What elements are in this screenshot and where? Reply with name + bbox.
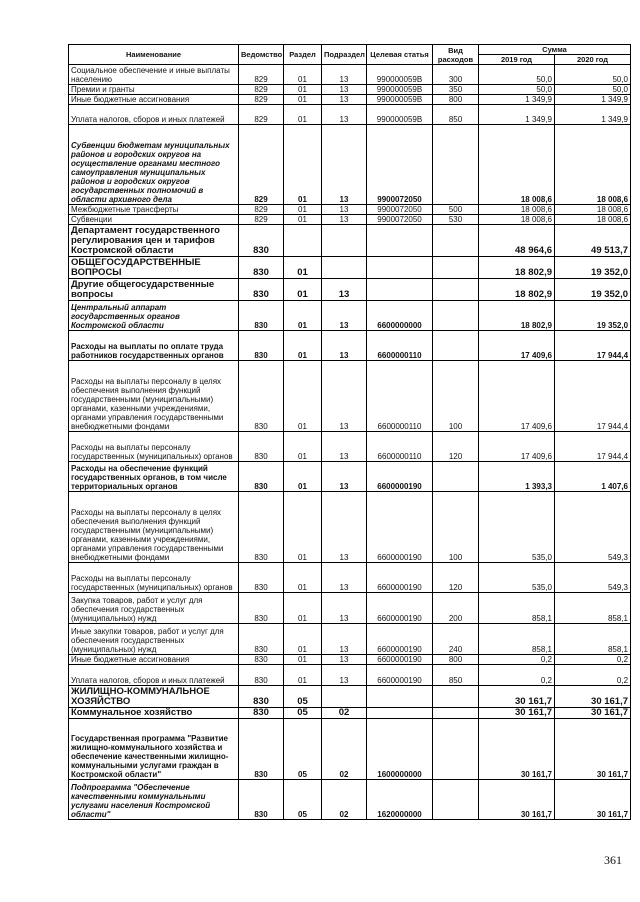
cell-section: 05 xyxy=(284,708,322,719)
cell-name: Департамент государственного регулирования цен и тарифов Костромской области xyxy=(69,225,239,257)
table-row xyxy=(69,492,631,563)
cell-sum-2020: 30 161,7 xyxy=(555,708,631,719)
cell-section: 01 xyxy=(284,279,322,301)
cell-exp-type: 850 xyxy=(433,105,479,125)
cell-exp-type xyxy=(433,225,479,257)
cell-subsection xyxy=(322,225,367,257)
cell-name: Закупка товаров, работ и услуг для обеспечения государственных (муниципальных) нужд xyxy=(69,593,239,624)
table-row xyxy=(69,780,631,820)
cell-subsection: 02 xyxy=(322,708,367,719)
cell-section xyxy=(284,225,322,257)
cell-exp-type: 500 xyxy=(433,205,479,215)
table-row xyxy=(69,85,631,95)
cell-sum-2020: 858,1 xyxy=(555,624,631,655)
cell-sum-2019: 17 409,6 xyxy=(479,361,555,432)
cell-dept: 830 xyxy=(239,780,284,820)
col-header-section: Раздел xyxy=(284,45,322,65)
cell-sum-2020: 19 352,0 xyxy=(555,279,631,301)
col-header-dept: Ведомство xyxy=(239,45,284,65)
cell-exp-type: 850 xyxy=(433,665,479,686)
cell-sum-2019: 18 008,6 xyxy=(479,125,555,205)
cell-exp-type: 100 xyxy=(433,492,479,563)
cell-section: 01 xyxy=(284,65,322,85)
cell-sum-2019: 0,2 xyxy=(479,655,555,665)
cell-exp-type xyxy=(433,279,479,301)
cell-target: 6600000190 xyxy=(367,655,433,665)
cell-name: ОБЩЕГОСУДАРСТВЕННЫЕ ВОПРОСЫ xyxy=(69,257,239,279)
cell-sum-2019: 1 393,3 xyxy=(479,462,555,492)
cell-exp-type xyxy=(433,331,479,361)
cell-target: 9900072050 xyxy=(367,215,433,225)
cell-target: 1600000000 xyxy=(367,719,433,780)
cell-section: 01 xyxy=(284,432,322,462)
cell-sum-2020: 1 407,6 xyxy=(555,462,631,492)
cell-dept: 830 xyxy=(239,279,284,301)
cell-exp-type: 100 xyxy=(433,361,479,432)
table-row xyxy=(69,65,631,85)
table-row xyxy=(69,686,631,708)
cell-section: 01 xyxy=(284,105,322,125)
cell-name: ЖИЛИЩНО-КОММУНАЛЬНОЕ ХОЗЯЙСТВО xyxy=(69,686,239,708)
cell-target xyxy=(367,708,433,719)
cell-target: 6600000110 xyxy=(367,331,433,361)
table-row xyxy=(69,331,631,361)
cell-sum-2020: 49 513,7 xyxy=(555,225,631,257)
table-row xyxy=(69,593,631,624)
cell-sum-2020: 17 944,4 xyxy=(555,361,631,432)
cell-subsection: 13 xyxy=(322,125,367,205)
table-row xyxy=(69,279,631,301)
cell-subsection: 13 xyxy=(322,462,367,492)
cell-sum-2019: 18 008,6 xyxy=(479,205,555,215)
cell-section: 01 xyxy=(284,301,322,331)
table-row xyxy=(69,462,631,492)
cell-target: 9900072050 xyxy=(367,205,433,215)
cell-dept: 830 xyxy=(239,655,284,665)
cell-sum-2020: 0,2 xyxy=(555,655,631,665)
cell-name: Расходы на выплаты персоналу государственных (муниципальных) органов xyxy=(69,563,239,593)
budget-table-sheet xyxy=(68,44,630,820)
cell-sum-2019: 17 409,6 xyxy=(479,331,555,361)
cell-subsection: 13 xyxy=(322,655,367,665)
cell-target: 6600000110 xyxy=(367,361,433,432)
cell-subsection: 02 xyxy=(322,780,367,820)
cell-sum-2020: 50,0 xyxy=(555,65,631,85)
cell-target xyxy=(367,686,433,708)
cell-sum-2019: 30 161,7 xyxy=(479,719,555,780)
cell-dept: 830 xyxy=(239,225,284,257)
cell-section: 01 xyxy=(284,331,322,361)
cell-subsection: 13 xyxy=(322,331,367,361)
cell-sum-2020: 50,0 xyxy=(555,85,631,95)
cell-name: Расходы на обеспечение функций государственных органов, в том числе территориальных органов xyxy=(69,462,239,492)
cell-exp-type: 530 xyxy=(433,215,479,225)
cell-subsection: 02 xyxy=(322,719,367,780)
cell-sum-2019: 50,0 xyxy=(479,65,555,85)
cell-dept: 830 xyxy=(239,492,284,563)
cell-dept: 829 xyxy=(239,95,284,105)
cell-target: 990000059В xyxy=(367,95,433,105)
cell-section: 01 xyxy=(284,492,322,563)
table-row xyxy=(69,125,631,205)
cell-sum-2020: 1 349,9 xyxy=(555,105,631,125)
cell-name: Уплата налогов, сборов и иных платежей xyxy=(69,665,239,686)
cell-dept: 830 xyxy=(239,624,284,655)
cell-name: Иные закупки товаров, работ и услуг для обеспечения государственных (муниципальных) нужд xyxy=(69,624,239,655)
cell-target: 9900072050 xyxy=(367,125,433,205)
cell-exp-type: 200 xyxy=(433,593,479,624)
cell-dept: 830 xyxy=(239,708,284,719)
cell-sum-2019: 50,0 xyxy=(479,85,555,95)
cell-exp-type: 240 xyxy=(433,624,479,655)
budget-table xyxy=(68,44,631,820)
cell-sum-2020: 17 944,4 xyxy=(555,331,631,361)
cell-name: Межбюджетные трансферты xyxy=(69,205,239,215)
cell-sum-2019: 30 161,7 xyxy=(479,708,555,719)
cell-section: 01 xyxy=(284,215,322,225)
cell-sum-2019: 18 008,6 xyxy=(479,215,555,225)
cell-exp-type xyxy=(433,686,479,708)
cell-target: 6600000190 xyxy=(367,462,433,492)
cell-sum-2020: 858,1 xyxy=(555,593,631,624)
cell-sum-2019: 1 349,9 xyxy=(479,95,555,105)
cell-name: Расходы на выплаты по оплате труда работников государственных органов xyxy=(69,331,239,361)
cell-subsection xyxy=(322,257,367,279)
cell-dept: 830 xyxy=(239,331,284,361)
cell-exp-type xyxy=(433,257,479,279)
cell-exp-type: 800 xyxy=(433,655,479,665)
cell-sum-2019: 18 802,9 xyxy=(479,301,555,331)
cell-sum-2019: 858,1 xyxy=(479,624,555,655)
cell-subsection: 13 xyxy=(322,563,367,593)
cell-sum-2020: 19 352,0 xyxy=(555,301,631,331)
cell-dept: 829 xyxy=(239,125,284,205)
cell-sum-2020: 549,3 xyxy=(555,563,631,593)
cell-name: Расходы на выплаты персоналу государственных (муниципальных) органов xyxy=(69,432,239,462)
cell-section: 01 xyxy=(284,655,322,665)
cell-subsection: 13 xyxy=(322,205,367,215)
cell-target: 990000059В xyxy=(367,105,433,125)
table-body xyxy=(69,65,631,820)
cell-subsection: 13 xyxy=(322,624,367,655)
cell-sum-2019: 18 802,9 xyxy=(479,279,555,301)
cell-section: 01 xyxy=(284,257,322,279)
cell-target: 990000059В xyxy=(367,65,433,85)
cell-name: Иные бюджетные ассигнования xyxy=(69,95,239,105)
cell-name: Субвенции xyxy=(69,215,239,225)
cell-dept: 829 xyxy=(239,215,284,225)
cell-target: 1620000000 xyxy=(367,780,433,820)
cell-section: 05 xyxy=(284,780,322,820)
cell-sum-2019: 1 349,9 xyxy=(479,105,555,125)
cell-subsection: 13 xyxy=(322,95,367,105)
cell-subsection: 13 xyxy=(322,279,367,301)
cell-section: 01 xyxy=(284,563,322,593)
cell-exp-type xyxy=(433,708,479,719)
cell-sum-2020: 1 349,9 xyxy=(555,95,631,105)
cell-sum-2020: 18 008,6 xyxy=(555,205,631,215)
cell-subsection: 13 xyxy=(322,105,367,125)
cell-section: 01 xyxy=(284,205,322,215)
cell-name: Иные бюджетные ассигнования xyxy=(69,655,239,665)
col-header-name: Наименование xyxy=(69,45,239,65)
table-row xyxy=(69,105,631,125)
cell-subsection: 13 xyxy=(322,215,367,225)
cell-sum-2019: 858,1 xyxy=(479,593,555,624)
cell-name: Социальное обеспечение и иные выплаты населению xyxy=(69,65,239,85)
cell-sum-2019: 18 802,9 xyxy=(479,257,555,279)
cell-dept: 830 xyxy=(239,686,284,708)
cell-exp-type: 120 xyxy=(433,563,479,593)
cell-subsection: 13 xyxy=(322,665,367,686)
cell-section: 01 xyxy=(284,125,322,205)
col-header-target: Целевая статья xyxy=(367,45,433,65)
cell-target: 6600000190 xyxy=(367,492,433,563)
cell-sum-2020: 17 944,4 xyxy=(555,432,631,462)
cell-sum-2020: 30 161,7 xyxy=(555,780,631,820)
col-header-subsection: Подраздел xyxy=(322,45,367,65)
cell-sum-2019: 17 409,6 xyxy=(479,432,555,462)
cell-sum-2019: 0,2 xyxy=(479,665,555,686)
cell-exp-type xyxy=(433,719,479,780)
table-row xyxy=(69,95,631,105)
cell-sum-2020: 30 161,7 xyxy=(555,686,631,708)
cell-target: 6600000000 xyxy=(367,301,433,331)
cell-name: Субвенции бюджетам муниципальных районов и городских округов на осуществление органами местного самоуправления муниципальных районов и городских округов государственных полномочий в области архивного дела xyxy=(69,125,239,205)
cell-dept: 829 xyxy=(239,105,284,125)
cell-target xyxy=(367,257,433,279)
cell-sum-2019: 48 964,6 xyxy=(479,225,555,257)
cell-target: 6600000110 xyxy=(367,432,433,462)
table-row xyxy=(69,708,631,719)
cell-section: 01 xyxy=(284,665,322,686)
cell-section: 05 xyxy=(284,686,322,708)
cell-sum-2019: 535,0 xyxy=(479,492,555,563)
cell-section: 01 xyxy=(284,462,322,492)
cell-subsection: 13 xyxy=(322,432,367,462)
cell-subsection: 13 xyxy=(322,65,367,85)
table-row xyxy=(69,361,631,432)
cell-name: Расходы на выплаты персоналу в целях обеспечения выполнения функций государственными (муниципальными) органами, казенными учреждениями, органами управления государственными внебюджетными фондами xyxy=(69,361,239,432)
cell-exp-type xyxy=(433,301,479,331)
cell-name: Подпрограмма "Обеспечение качественными коммунальными услугами населения Костромской области" xyxy=(69,780,239,820)
cell-exp-type xyxy=(433,125,479,205)
table-row xyxy=(69,301,631,331)
table-row xyxy=(69,432,631,462)
table-row xyxy=(69,655,631,665)
cell-sum-2019: 535,0 xyxy=(479,563,555,593)
table-row xyxy=(69,563,631,593)
cell-dept: 829 xyxy=(239,85,284,95)
cell-section: 01 xyxy=(284,361,322,432)
cell-exp-type: 120 xyxy=(433,432,479,462)
table-row xyxy=(69,665,631,686)
cell-name: Центральный аппарат государственных органов Костромской области xyxy=(69,301,239,331)
cell-name: Коммунальное хозяйство xyxy=(69,708,239,719)
cell-sum-2020: 549,3 xyxy=(555,492,631,563)
table-row xyxy=(69,215,631,225)
cell-dept: 830 xyxy=(239,257,284,279)
cell-section: 01 xyxy=(284,95,322,105)
cell-dept: 829 xyxy=(239,65,284,85)
cell-subsection: 13 xyxy=(322,85,367,95)
cell-subsection: 13 xyxy=(322,301,367,331)
cell-exp-type: 300 xyxy=(433,65,479,85)
cell-target: 6600000190 xyxy=(367,593,433,624)
cell-exp-type xyxy=(433,780,479,820)
cell-exp-type xyxy=(433,462,479,492)
col-header-exp-type: Вид расходов xyxy=(433,45,479,65)
cell-dept: 830 xyxy=(239,563,284,593)
cell-target xyxy=(367,225,433,257)
col-header-sum: Сумма xyxy=(479,45,631,55)
cell-sum-2020: 30 161,7 xyxy=(555,719,631,780)
cell-exp-type: 350 xyxy=(433,85,479,95)
cell-name: Уплата налогов, сборов и иных платежей xyxy=(69,105,239,125)
cell-dept: 830 xyxy=(239,462,284,492)
cell-sum-2019: 30 161,7 xyxy=(479,686,555,708)
table-row xyxy=(69,205,631,215)
cell-sum-2020: 18 008,6 xyxy=(555,125,631,205)
cell-name: Государственная программа "Развитие жилищно-коммунального хозяйства и обеспечение качественными жилищно-коммунальными услугами граждан в Костромской области" xyxy=(69,719,239,780)
cell-dept: 830 xyxy=(239,665,284,686)
cell-dept: 830 xyxy=(239,719,284,780)
table-row xyxy=(69,257,631,279)
col-header-2019: 2019 год xyxy=(479,55,555,65)
cell-section: 01 xyxy=(284,624,322,655)
cell-dept: 830 xyxy=(239,361,284,432)
cell-subsection: 13 xyxy=(322,492,367,563)
cell-sum-2020: 19 352,0 xyxy=(555,257,631,279)
table-row xyxy=(69,719,631,780)
cell-sum-2019: 30 161,7 xyxy=(479,780,555,820)
cell-subsection xyxy=(322,686,367,708)
cell-sum-2020: 18 008,6 xyxy=(555,215,631,225)
cell-section: 01 xyxy=(284,85,322,95)
cell-name: Другие общегосударственные вопросы xyxy=(69,279,239,301)
cell-dept: 829 xyxy=(239,205,284,215)
cell-exp-type: 800 xyxy=(433,95,479,105)
cell-target xyxy=(367,279,433,301)
table-row xyxy=(69,225,631,257)
cell-sum-2020: 0,2 xyxy=(555,665,631,686)
cell-section: 05 xyxy=(284,719,322,780)
cell-subsection: 13 xyxy=(322,361,367,432)
cell-dept: 830 xyxy=(239,432,284,462)
cell-name: Расходы на выплаты персоналу в целях обеспечения выполнения функций государственными (муниципальными) органами, казенными учреждениями, органами управления государственными внебюджетными фондами xyxy=(69,492,239,563)
cell-target: 990000059В xyxy=(367,85,433,95)
cell-section: 01 xyxy=(284,593,322,624)
cell-subsection: 13 xyxy=(322,593,367,624)
page-number: 361 xyxy=(604,853,622,867)
cell-dept: 830 xyxy=(239,593,284,624)
cell-target: 6600000190 xyxy=(367,563,433,593)
table-row xyxy=(69,624,631,655)
cell-target: 6600000190 xyxy=(367,665,433,686)
cell-name: Премии и гранты xyxy=(69,85,239,95)
cell-target: 6600000190 xyxy=(367,624,433,655)
cell-dept: 830 xyxy=(239,301,284,331)
col-header-2020: 2020 год xyxy=(555,55,631,65)
